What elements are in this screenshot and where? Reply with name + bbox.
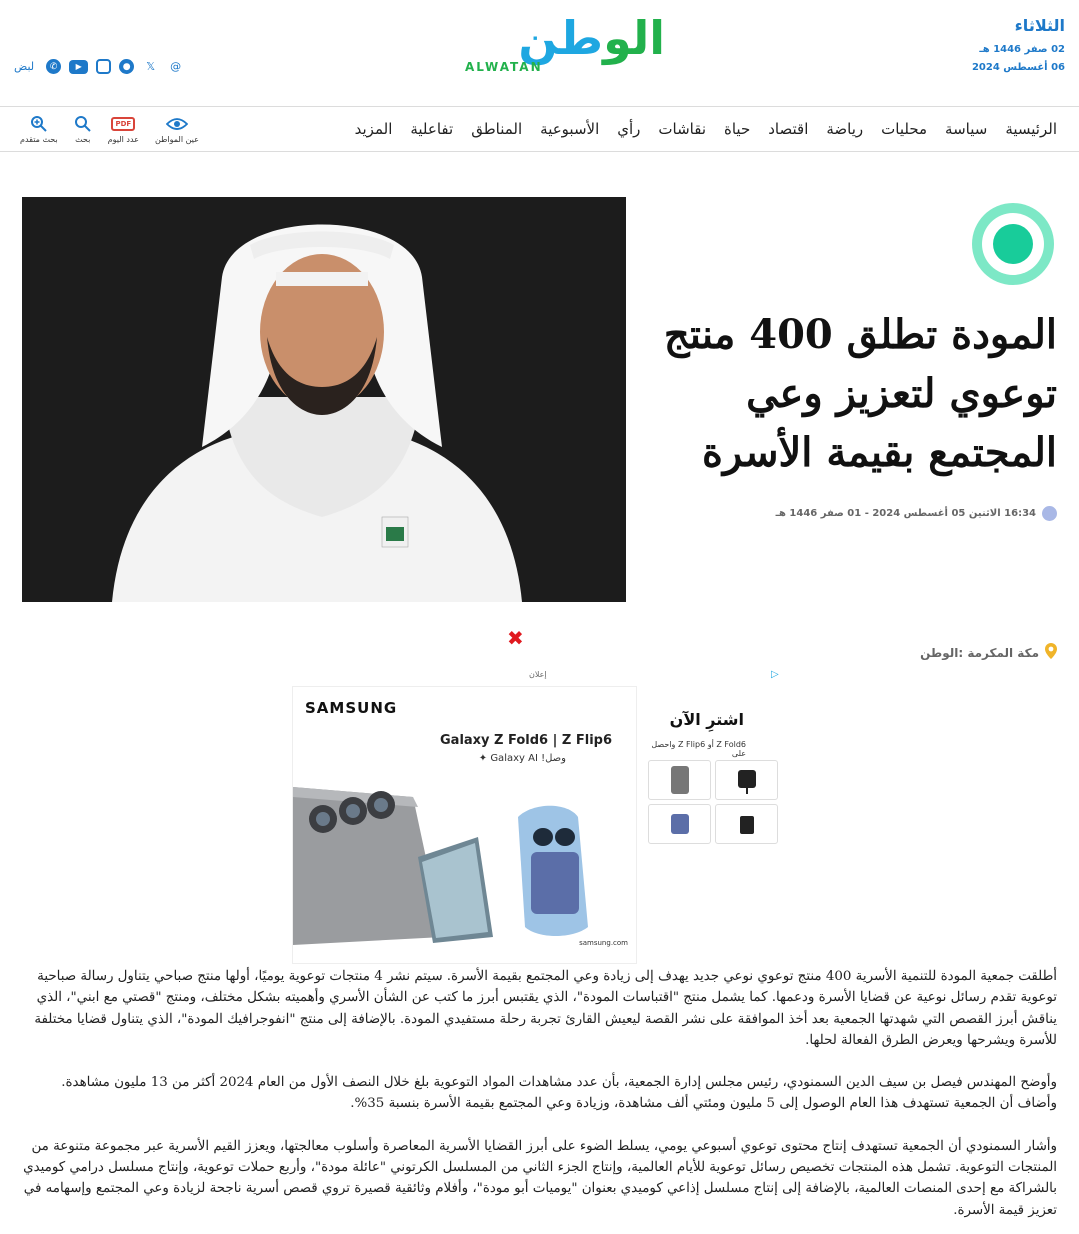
clock-icon: [1042, 506, 1057, 521]
nav-tools: [20, 113, 199, 144]
zoom-plus-icon: [30, 113, 48, 135]
today-issue-button[interactable]: [108, 113, 139, 144]
article-paragraph: وأشار السمنودي أن الجمعية تستهدف إنتاج محتوى توعوي أسبوعي يومي، يسلط الضوء على أبرز القضايا الأسرية المعاصرة وأسلوب معالجتها، ويعزز القيم الأسرية عبر مجموعة متنوعة من المنتجات التوعوية. تشمل هذه المنتجات تخصيص رسائل توعوية للأيام العالمية، وإنتاج الجزء الثاني من المسلسل الكرتوني "عائلة مودة"، وأربع حملات توعوية، وإنتاج مسلسل درامي كوميدي بالشراكة مع إحدى المنصات العالمية، بالإضافة إلى إنتاج مسلسل إذاعي كوميدي بعنوان "يوميات أبو مودة"، وأفلام وثائقية قصيرة تروي قصص أسرية ناجحة لزيادة وعي المجتمع وإسهامه في تعزيز قيمة الأسرة.: [23, 1138, 1057, 1218]
logo-english: ALWATAN: [465, 60, 543, 74]
search-icon: [74, 113, 92, 135]
nav-item-local[interactable]: محليات: [881, 120, 928, 138]
citizen-eye-label: عين المواطن: [154, 135, 199, 144]
article-title: المودة تطلق 400 منتج توعوي لتعزيز وعي المجتمع بقيمة الأسرة: [663, 311, 1057, 476]
nav-item-interactive[interactable]: تفاعلية: [410, 120, 454, 138]
phones-illustration: [293, 767, 637, 947]
ad-product-grid: [648, 760, 778, 848]
logo-arabic: الوطن: [518, 11, 665, 65]
social-text[interactable]: لبض: [14, 60, 35, 73]
ad-choices-icon[interactable]: ▷: [771, 669, 779, 680]
category-circle-icon: [972, 203, 1054, 285]
social-links: [14, 58, 184, 75]
location-pin-icon: [1045, 643, 1057, 663]
nav-item-life[interactable]: حياة: [724, 120, 751, 138]
search-label: بحث: [75, 135, 91, 144]
nav-item-home[interactable]: الرئيسية: [1005, 120, 1057, 138]
nav-item-economy[interactable]: اقتصاد: [768, 120, 809, 138]
date-block: [972, 16, 1065, 77]
article-body: [21, 966, 1057, 1234]
ad-product: Galaxy Z Fold6 | Z Flip6: [440, 733, 612, 748]
date-gregorian: 06 أغسطس 2024: [971, 62, 1065, 73]
youtube-icon[interactable]: ▶: [69, 60, 88, 74]
nav-item-more[interactable]: المزيد: [354, 120, 393, 138]
nav-items: [355, 107, 1057, 151]
flip-phone-image: [648, 804, 711, 844]
close-ad-icon[interactable]: ✖: [507, 626, 524, 650]
samsung-ad-banner[interactable]: [292, 686, 637, 964]
article-hero-image: [22, 197, 626, 602]
search-button[interactable]: [74, 113, 92, 144]
nav-item-regions[interactable]: المناطق: [471, 120, 523, 138]
today-issue-label: عدد اليوم: [107, 135, 139, 144]
fold-phone-image: [648, 760, 711, 800]
date-hijri: 02 صفر 1446 هـ: [979, 44, 1065, 55]
eye-icon: [166, 113, 188, 135]
article-meta: [776, 506, 1057, 521]
pdf-icon: PDF: [111, 117, 135, 131]
advanced-search-label: بحث متقدم: [20, 135, 58, 144]
ad-offer-panel[interactable]: [640, 686, 784, 862]
nav-item-opinion[interactable]: رأي: [617, 120, 641, 138]
nav-item-weekly[interactable]: الأسبوعية: [540, 120, 600, 138]
whatsapp-icon[interactable]: ✆: [46, 59, 61, 74]
person-photo-illustration: [22, 197, 626, 602]
site-header: [0, 0, 1079, 106]
article-paragraph: وأوضح المهندس فيصل بن سيف الدين السمنودي، رئيس مجلس إدارة الجمعية، بأن عدد مشاهدات المواد التوعوية بلغ خلال النصف الأول من العام 2024 أكثر من 13 مليون مشاهدة. وأضاف أن الجمعية تستهدف هذا العام الوصول إلى 5 مليون ومئتي ألف مشاهدة، وزيادة وعي المجتمع بقيمة الأسرة بنسبة 35%.: [61, 1075, 1057, 1112]
article-source: [920, 643, 1057, 663]
ad-site: samsung.com: [579, 939, 628, 947]
ad-label: إعلان: [529, 670, 547, 679]
nav-item-sports[interactable]: رياضة: [826, 120, 864, 138]
article-datetime: 16:34 الاثنين 05 أغسطس 2024 - 01 صفر 1446 هـ: [775, 508, 1036, 519]
x-icon[interactable]: 𝕏: [146, 60, 156, 73]
adapter-image: [715, 804, 778, 844]
main-nav: [0, 106, 1079, 152]
date-day: الثلاثاء: [1014, 16, 1065, 35]
advanced-search-button[interactable]: [20, 113, 58, 144]
instagram-icon[interactable]: [96, 59, 111, 74]
charger-image: [715, 760, 778, 800]
site-logo[interactable]: [459, 10, 665, 76]
nav-item-discussions[interactable]: نقاشات: [658, 120, 706, 138]
source-text: مكة المكرمة :الوطن: [920, 646, 1039, 660]
citizen-eye-button[interactable]: [155, 113, 199, 144]
ad-ai-text: وصل! Galaxy AI ✦: [478, 753, 566, 764]
threads-icon[interactable]: @: [170, 60, 182, 73]
ad-buy-now[interactable]: اشترِ الآن: [669, 710, 744, 729]
ad-brand: SAMSUNG: [305, 699, 398, 717]
snapchat-icon[interactable]: ●: [119, 59, 134, 74]
article-paragraph: أطلقت جمعية المودة للتنمية الأسرية 400 منتج توعوي نوعي جديد يهدف إلى زيادة وعي المجتمع بقيمة الأسرة. سيتم نشر 4 منتجات توعوية يوميًا، أولها منتج صباحي يتناول رسالة صباحية توعوية تقدم رسائل نوعية عن قضايا الأسرة ودعمها. كما يشمل منتج "اقتباسات المودة"، الذي يقتبس أبرز ما كتب عن الشأن الأسري وأهميته بشكل مختلف، ومنتج "قصتي مع ابني"، الذي يناقش أبرز القصص التي شهدتها الجمعية بعد أخذ الموافقة على نشر القصة ليعيش القارئ تجربة رحلة مستفيدي المودة. بالإضافة إلى منتج "انفوجرافيك المودة"، الذي يتناول قضايا مختلفة للأسرة ويشرحها ويعرض الطرق الفعالة لحلها.: [34, 969, 1057, 1048]
nav-item-politics[interactable]: سياسة: [945, 120, 988, 138]
ad-buy-subtext: Z Fold6 أو Z Flip6 واحصل على: [651, 740, 746, 758]
